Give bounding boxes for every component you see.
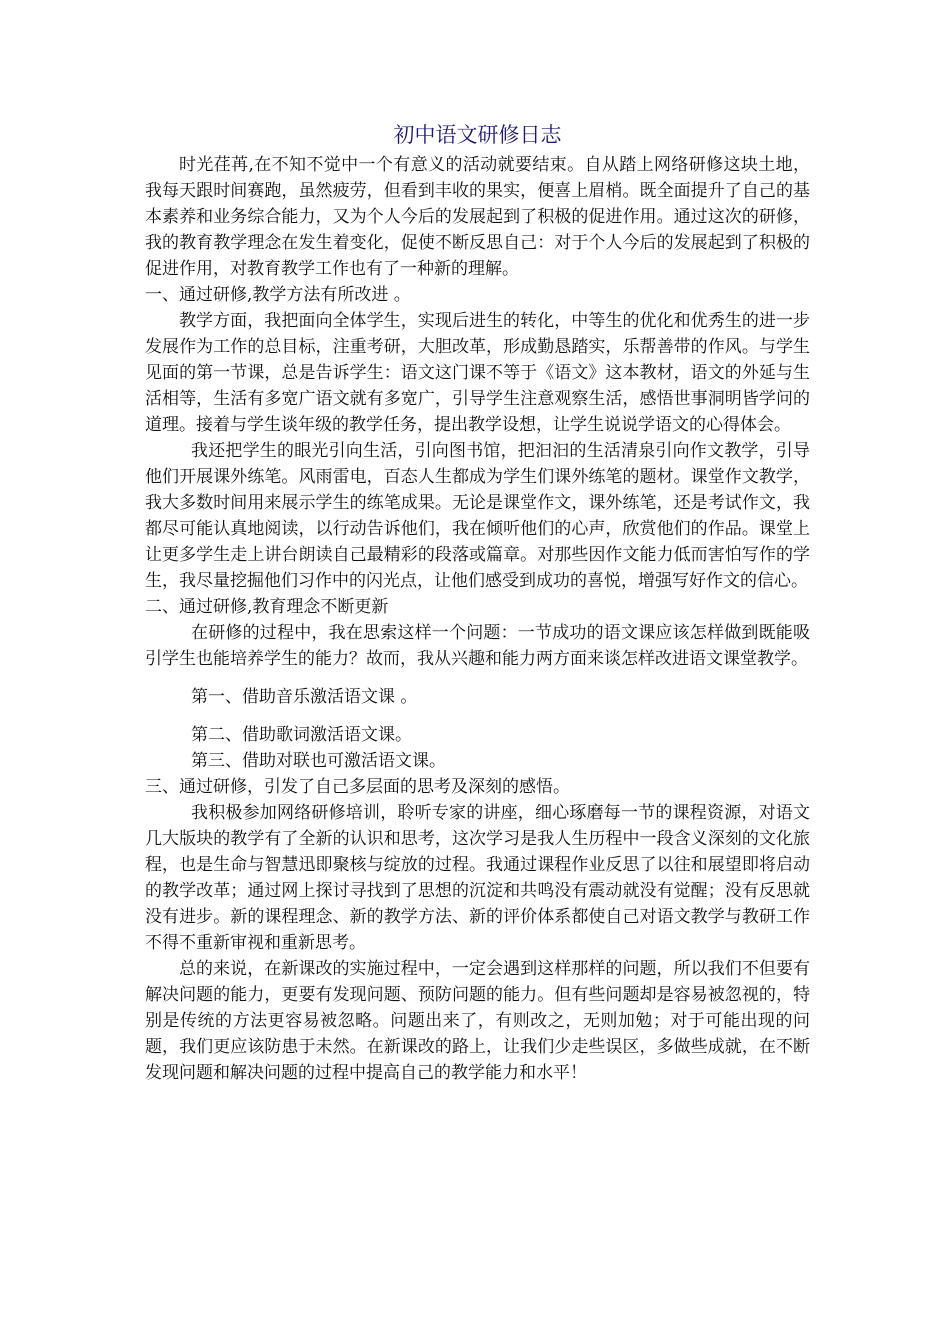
- paragraph-writing-practice: 我还把学生的眼光引向生活，引向图书馆，把汩汩的生活清泉引向作文教学，引导他们开展课外练笔。风雨雷电，百态人生都成为学生们课外练笔的题材。课堂作文教学，我大多数时间用来展示学生的练笔成果。无论是课堂作文，课外练笔，还是考试作文，我都尽可能认真地阅读，以行动告诉他们，我在倾听他们的心声，欣赏他们的作品。课堂上让更多学生走上讲台朗读自己最精彩的段落或篇章。对那些因作文能力低而害怕写作的学生，我尽量挖掘他们习作中的闪光点，让他们感受到成功的喜悦，增强写好作文的信心。: [145, 441, 810, 591]
- list-item-couplets: 第三、借助对联也可激活语文课。: [191, 751, 446, 771]
- section-heading-3: 三、通过研修，引发了自己多层面的思考及深刻的感悟。: [145, 777, 570, 797]
- document-title: 初中语文研修日志: [393, 123, 562, 147]
- paragraph-research-question: 在研修的过程中，我在思索这样一个问题：一节成功的语文课应该怎样做到既能吸引学生也能培养学生的能力？故而，我从兴趣和能力两方面来谈怎样改进语文课堂教学。: [145, 623, 810, 669]
- paragraph-teaching-methods: 教学方面，我把面向全体学生，实现后进生的转化，中等生的优化和优秀生的进一步发展作为工作的总目标，注重考研，大胆改革，形成勤恳踏实，乐帮善带的作风。与学生见面的第一节课，总是告诉学生：语文这门课不等于《语文》这本教材，语文的外延与生活相等，生活有多宽广语文就有多宽广，引导学生注意观察生活，感悟世事洞明皆学问的道理。接着与学生谈年级的教学任务，提出教学设想，让学生说说学语文的心得体会。: [145, 311, 810, 435]
- intro-paragraph: 时光荏苒,在不知不觉中一个有意义的活动就要结束。自从踏上网络研修这块土地，我每天跟时间赛跑，虽然疲劳，但看到丰收的果实，便喜上眉梢。既全面提升了自己的基本素养和业务综合能力，又为个人今后的发展起到了积极的促进作用。通过这次的研修，我的教育教学理念在发生着变化，促使不断反思自己：对于个人今后的发展起到了积极的促进作用，对教育教学工作也有了一种新的理解。: [145, 155, 810, 279]
- document-body: [145, 118, 810, 1086]
- list-item-music: 第一、借助音乐激活语文课 。: [191, 687, 418, 707]
- section-heading-2: 二、通过研修,教育理念不断更新: [145, 597, 389, 617]
- list-item-lyrics: 第二、借助歌词激活语文课。: [191, 725, 412, 745]
- section-heading-1: 一、通过研修,教学方法有所改进 。: [145, 285, 411, 305]
- paragraph-conclusion: 总的来说，在新课改的实施过程中，一定会遇到这样那样的问题，所以我们不但要有解决问题的能力，更要有发现问题、预防问题的能力。但有些问题却是容易被忽视的，特别是传统的方法更容易被忽略。问题出来了，有则改之，无则加勉；对于可能出现的问题，我们更应该防患于未然。在新课改的路上，让我们少走些误区，多做些成就，在不断发现问题和解决问题的过程中提高自己的教学能力和水平！: [145, 959, 810, 1083]
- paragraph-reflection: 我积极参加网络研修培训，聆听专家的讲座，细心琢磨每一节的课程资源，对语文几大版块的教学有了全新的认识和思考，这次学习是我人生历程中一段含义深刻的文化旅程，也是生命与智慧迅即聚核与绽放的过程。我通过课程作业反思了以往和展望即将启动的教学改革；通过网上探讨寻找到了思想的沉淀和共鸣没有震动就没有觉醒；没有反思就没有进步。新的课程理念、新的教学方法、新的评价体系都使自己对语文教学与教研工作不得不重新审视和重新思考。: [145, 803, 810, 953]
